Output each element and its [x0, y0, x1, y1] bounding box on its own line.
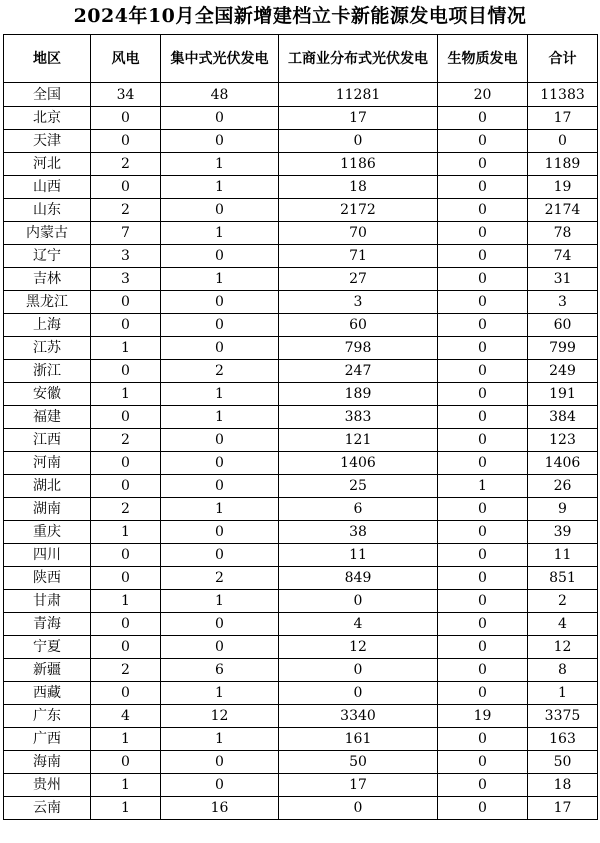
wind-cell: 0 [91, 291, 161, 314]
wind-cell: 3 [91, 268, 161, 291]
total-cell: 50 [528, 751, 598, 774]
biomass-cell: 0 [438, 130, 528, 153]
biomass-cell: 0 [438, 682, 528, 705]
wind-cell: 0 [91, 452, 161, 475]
centralized-pv-cell: 1 [161, 176, 279, 199]
region-cell: 云南 [4, 797, 91, 820]
biomass-cell: 0 [438, 544, 528, 567]
biomass-cell: 0 [438, 521, 528, 544]
total-cell: 11383 [528, 83, 598, 107]
region-cell: 吉林 [4, 268, 91, 291]
total-cell: 3375 [528, 705, 598, 728]
distributed-pv-cell: 0 [279, 590, 438, 613]
table-header-row [4, 35, 598, 83]
table-row [4, 360, 598, 383]
centralized-pv-cell: 1 [161, 590, 279, 613]
centralized-pv-cell: 0 [161, 107, 279, 130]
region-cell: 广西 [4, 728, 91, 751]
centralized-pv-cell: 0 [161, 521, 279, 544]
region-cell: 西藏 [4, 682, 91, 705]
total-cell: 60 [528, 314, 598, 337]
centralized-pv-cell: 0 [161, 199, 279, 222]
wind-cell: 1 [91, 590, 161, 613]
biomass-cell: 0 [438, 797, 528, 820]
table-row [4, 682, 598, 705]
biomass-cell: 0 [438, 590, 528, 613]
region-cell: 宁夏 [4, 636, 91, 659]
wind-cell: 0 [91, 613, 161, 636]
wind-cell: 0 [91, 176, 161, 199]
table-row [4, 337, 598, 360]
distributed-pv-cell: 27 [279, 268, 438, 291]
total-cell: 851 [528, 567, 598, 590]
centralized-pv-cell: 0 [161, 314, 279, 337]
centralized-pv-cell: 0 [161, 452, 279, 475]
total-cell: 191 [528, 383, 598, 406]
region-cell: 全国 [4, 83, 91, 107]
wind-cell: 0 [91, 406, 161, 429]
table-row [4, 452, 598, 475]
table-row [4, 383, 598, 406]
region-cell: 湖北 [4, 475, 91, 498]
distributed-pv-cell: 38 [279, 521, 438, 544]
table-row [4, 567, 598, 590]
region-cell: 甘肃 [4, 590, 91, 613]
distributed-pv-cell: 6 [279, 498, 438, 521]
table-row [4, 498, 598, 521]
distributed-pv-cell: 25 [279, 475, 438, 498]
region-cell: 江苏 [4, 337, 91, 360]
wind-cell: 0 [91, 567, 161, 590]
biomass-cell: 0 [438, 245, 528, 268]
wind-cell: 1 [91, 521, 161, 544]
biomass-cell: 0 [438, 314, 528, 337]
biomass-cell: 0 [438, 383, 528, 406]
table-row [4, 153, 598, 176]
region-cell: 贵州 [4, 774, 91, 797]
total-cell: 12 [528, 636, 598, 659]
table-row [4, 475, 598, 498]
total-cell: 3 [528, 291, 598, 314]
biomass-cell: 0 [438, 337, 528, 360]
centralized-pv-cell: 0 [161, 475, 279, 498]
page-title: 2024年10月全国新增建档立卡新能源发电项目情况 [73, 5, 527, 27]
region-cell: 安徽 [4, 383, 91, 406]
biomass-cell: 20 [438, 83, 528, 107]
biomass-cell: 0 [438, 613, 528, 636]
total-cell: 11 [528, 544, 598, 567]
wind-cell: 7 [91, 222, 161, 245]
region-cell: 辽宁 [4, 245, 91, 268]
biomass-cell: 0 [438, 498, 528, 521]
wind-cell: 2 [91, 199, 161, 222]
table-row [4, 107, 598, 130]
biomass-cell: 19 [438, 705, 528, 728]
distributed-pv-cell: 189 [279, 383, 438, 406]
biomass-cell: 0 [438, 199, 528, 222]
distributed-pv-cell: 121 [279, 429, 438, 452]
table-row [4, 222, 598, 245]
centralized-pv-cell: 1 [161, 153, 279, 176]
table-row [4, 636, 598, 659]
wind-cell: 0 [91, 682, 161, 705]
total-cell: 1189 [528, 153, 598, 176]
total-cell: 39 [528, 521, 598, 544]
biomass-cell: 0 [438, 222, 528, 245]
total-cell: 799 [528, 337, 598, 360]
biomass-cell: 0 [438, 153, 528, 176]
region-cell: 海南 [4, 751, 91, 774]
distributed-pv-cell: 60 [279, 314, 438, 337]
biomass-cell: 0 [438, 774, 528, 797]
table-row [4, 199, 598, 222]
biomass-cell: 0 [438, 751, 528, 774]
total-cell: 1 [528, 682, 598, 705]
total-cell: 249 [528, 360, 598, 383]
wind-cell: 3 [91, 245, 161, 268]
centralized-pv-cell: 1 [161, 406, 279, 429]
table-row [4, 83, 598, 107]
region-cell: 河南 [4, 452, 91, 475]
distributed-pv-cell: 0 [279, 682, 438, 705]
distributed-pv-cell: 849 [279, 567, 438, 590]
centralized-pv-cell: 0 [161, 636, 279, 659]
total-cell: 18 [528, 774, 598, 797]
distributed-pv-cell: 3 [279, 291, 438, 314]
region-cell: 青海 [4, 613, 91, 636]
table-row [4, 613, 598, 636]
centralized-pv-cell: 0 [161, 245, 279, 268]
biomass-cell: 0 [438, 291, 528, 314]
wind-cell: 0 [91, 636, 161, 659]
centralized-pv-cell: 0 [161, 774, 279, 797]
table-row [4, 544, 598, 567]
distributed-pv-cell: 247 [279, 360, 438, 383]
centralized-pv-cell: 1 [161, 222, 279, 245]
table-row [4, 268, 598, 291]
wind-cell: 1 [91, 337, 161, 360]
centralized-pv-cell: 1 [161, 682, 279, 705]
region-cell: 四川 [4, 544, 91, 567]
distributed-pv-cell: 17 [279, 107, 438, 130]
centralized-pv-cell: 1 [161, 268, 279, 291]
wind-cell: 2 [91, 429, 161, 452]
centralized-pv-cell: 6 [161, 659, 279, 682]
region-cell: 广东 [4, 705, 91, 728]
region-cell: 河北 [4, 153, 91, 176]
total-cell: 2174 [528, 199, 598, 222]
header-biomass: 生物质发电 [438, 35, 528, 83]
distributed-pv-cell: 0 [279, 130, 438, 153]
distributed-pv-cell: 161 [279, 728, 438, 751]
biomass-cell: 0 [438, 659, 528, 682]
wind-cell: 0 [91, 475, 161, 498]
header-region: 地区 [4, 35, 91, 83]
total-cell: 17 [528, 797, 598, 820]
centralized-pv-cell: 1 [161, 383, 279, 406]
centralized-pv-cell: 1 [161, 728, 279, 751]
wind-cell: 2 [91, 659, 161, 682]
header-wind: 风电 [91, 35, 161, 83]
centralized-pv-cell: 1 [161, 498, 279, 521]
region-cell: 内蒙古 [4, 222, 91, 245]
centralized-pv-cell: 12 [161, 705, 279, 728]
table-body [4, 83, 598, 820]
total-cell: 74 [528, 245, 598, 268]
wind-cell: 0 [91, 751, 161, 774]
wind-cell: 0 [91, 107, 161, 130]
distributed-pv-cell: 3340 [279, 705, 438, 728]
wind-cell: 4 [91, 705, 161, 728]
total-cell: 26 [528, 475, 598, 498]
region-cell: 江西 [4, 429, 91, 452]
table-row [4, 659, 598, 682]
wind-cell: 2 [91, 153, 161, 176]
region-cell: 黑龙江 [4, 291, 91, 314]
centralized-pv-cell: 0 [161, 337, 279, 360]
wind-cell: 1 [91, 774, 161, 797]
total-cell: 163 [528, 728, 598, 751]
distributed-pv-cell: 0 [279, 659, 438, 682]
table-row [4, 429, 598, 452]
header-distributed-pv: 工商业分布式光伏发电 [279, 35, 438, 83]
table-row [4, 176, 598, 199]
header-centralized-pv: 集中式光伏发电 [161, 35, 279, 83]
region-cell: 陕西 [4, 567, 91, 590]
distributed-pv-cell: 50 [279, 751, 438, 774]
distributed-pv-cell: 11 [279, 544, 438, 567]
biomass-cell: 0 [438, 567, 528, 590]
biomass-cell: 1 [438, 475, 528, 498]
biomass-cell: 0 [438, 107, 528, 130]
total-cell: 123 [528, 429, 598, 452]
table-row [4, 521, 598, 544]
biomass-cell: 0 [438, 406, 528, 429]
distributed-pv-cell: 17 [279, 774, 438, 797]
wind-cell: 1 [91, 797, 161, 820]
total-cell: 78 [528, 222, 598, 245]
distributed-pv-cell: 0 [279, 797, 438, 820]
wind-cell: 0 [91, 314, 161, 337]
centralized-pv-cell: 0 [161, 291, 279, 314]
table-row [4, 406, 598, 429]
distributed-pv-cell: 4 [279, 613, 438, 636]
centralized-pv-cell: 0 [161, 613, 279, 636]
table-row [4, 751, 598, 774]
table-row [4, 291, 598, 314]
wind-cell: 1 [91, 728, 161, 751]
total-cell: 384 [528, 406, 598, 429]
wind-cell: 34 [91, 83, 161, 107]
centralized-pv-cell: 16 [161, 797, 279, 820]
biomass-cell: 0 [438, 176, 528, 199]
distributed-pv-cell: 1186 [279, 153, 438, 176]
table-row [4, 797, 598, 820]
wind-cell: 2 [91, 498, 161, 521]
region-cell: 山西 [4, 176, 91, 199]
biomass-cell: 0 [438, 452, 528, 475]
centralized-pv-cell: 0 [161, 130, 279, 153]
biomass-cell: 0 [438, 728, 528, 751]
centralized-pv-cell: 2 [161, 567, 279, 590]
centralized-pv-cell: 48 [161, 83, 279, 107]
wind-cell: 1 [91, 383, 161, 406]
total-cell: 9 [528, 498, 598, 521]
biomass-cell: 0 [438, 636, 528, 659]
total-cell: 31 [528, 268, 598, 291]
total-cell: 8 [528, 659, 598, 682]
distributed-pv-cell: 71 [279, 245, 438, 268]
wind-cell: 0 [91, 360, 161, 383]
total-cell: 4 [528, 613, 598, 636]
centralized-pv-cell: 0 [161, 429, 279, 452]
total-cell: 0 [528, 130, 598, 153]
region-cell: 浙江 [4, 360, 91, 383]
table-row [4, 245, 598, 268]
distributed-pv-cell: 70 [279, 222, 438, 245]
table-row [4, 590, 598, 613]
table-row [4, 774, 598, 797]
centralized-pv-cell: 0 [161, 544, 279, 567]
projects-table [3, 34, 598, 820]
biomass-cell: 0 [438, 429, 528, 452]
distributed-pv-cell: 383 [279, 406, 438, 429]
header-total: 合计 [528, 35, 598, 83]
region-cell: 山东 [4, 199, 91, 222]
biomass-cell: 0 [438, 360, 528, 383]
distributed-pv-cell: 18 [279, 176, 438, 199]
region-cell: 上海 [4, 314, 91, 337]
region-cell: 天津 [4, 130, 91, 153]
distributed-pv-cell: 12 [279, 636, 438, 659]
centralized-pv-cell: 2 [161, 360, 279, 383]
region-cell: 北京 [4, 107, 91, 130]
total-cell: 19 [528, 176, 598, 199]
total-cell: 2 [528, 590, 598, 613]
distributed-pv-cell: 1406 [279, 452, 438, 475]
region-cell: 湖南 [4, 498, 91, 521]
table-row [4, 728, 598, 751]
distributed-pv-cell: 2172 [279, 199, 438, 222]
region-cell: 重庆 [4, 521, 91, 544]
table-row [4, 314, 598, 337]
region-cell: 新疆 [4, 659, 91, 682]
centralized-pv-cell: 0 [161, 751, 279, 774]
table-row [4, 130, 598, 153]
distributed-pv-cell: 11281 [279, 83, 438, 107]
total-cell: 1406 [528, 452, 598, 475]
total-cell: 17 [528, 107, 598, 130]
region-cell: 福建 [4, 406, 91, 429]
wind-cell: 0 [91, 130, 161, 153]
table-row [4, 705, 598, 728]
wind-cell: 0 [91, 544, 161, 567]
biomass-cell: 0 [438, 268, 528, 291]
distributed-pv-cell: 798 [279, 337, 438, 360]
